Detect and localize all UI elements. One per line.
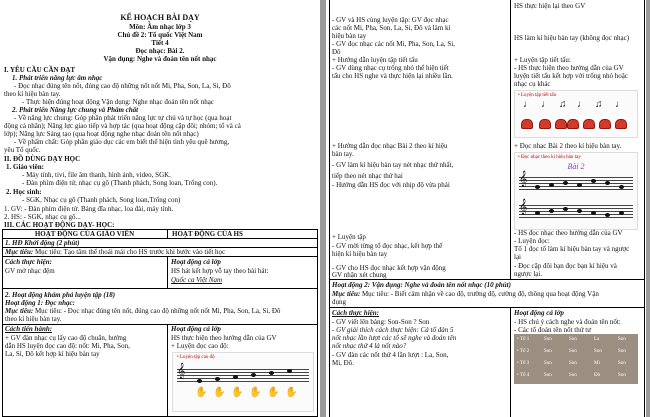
sheet-note-cell: Son (594, 349, 602, 354)
student-activity-label-2: Hoạt động cá lớp (171, 325, 221, 333)
doc-reading: Đọc nhạc: Bài 2. (135, 47, 185, 55)
text-line: Đô (332, 48, 341, 56)
sheet-note-cell: Son (569, 349, 577, 354)
doc-subject: Môn: Âm nhạc lớp 3 (129, 23, 191, 31)
sheet-group-label: • Tổ 2 (517, 349, 530, 354)
text-line: Tổ 1 đọc tổ làm kí hiệu bàn tay và ngược (514, 245, 630, 253)
text-line: - Đọc cặp đôi bạn đọc bạn kí hiệu và (514, 262, 617, 270)
hand-sign-icon: ✋ (213, 387, 226, 398)
document-page-left (0, 0, 320, 417)
hand-sign-icon: ✋ (249, 387, 262, 398)
hand-sign-icon: ✋ (195, 387, 208, 398)
note-icon: ♩ (523, 99, 533, 110)
text-line: - GV đọc nhạc các nốt Mi, Pha, Son, La, Si, (332, 40, 455, 48)
text-line: - GV cho HS đọc nhạc kết hợp vận động (332, 264, 446, 272)
text-line: 2. HS: - SGK, nhạc cụ gõ... (4, 213, 81, 221)
row-practice-goal: Mục tiêu: Mục tiêu: - Đọc nhạc đúng tên nốt, đúng cao độ những nốt nốt Mi, Pha, Son, La, Si, Đô (5, 307, 281, 315)
text-line: dụng (332, 298, 346, 306)
text-line: - GV mời từng tổ đọc nhạc, kết hợp thể (332, 242, 443, 250)
doc-title: KẾ HOẠCH BÀI DẠY (120, 13, 200, 22)
activity-2-heading: Hoạt động 2: Vận dụng: Nghe và đoán tên nốt nhạc (10 phút) (332, 281, 511, 289)
row-practice-sub: Hoạt động 1: Đọc nhạc: (5, 299, 75, 307)
text-line: 1. GV: - Đàn phím điện tử. Bảng đĩa nhạc, loa đài, máy tính. (4, 205, 174, 213)
sheet-note-cell: Đô (594, 373, 601, 378)
song-name: Quốc ca Việt Nam (171, 276, 222, 284)
note-icon: ♫ (559, 99, 567, 110)
text-line: tiếp theo nét nhạc thứ hai (332, 172, 403, 180)
text-line: Mi, Đô. (332, 359, 354, 367)
row-warmup-goal: Mục tiêu: Mục tiêu: Tạo tâm thế thoải mái cho HS trước khi bước vào tiết học (5, 248, 226, 256)
text-line: lớp); Năng lực Sáng tạo (qua hoạt động nghe nhạc đoán tên nốt nhạc) (4, 130, 199, 138)
note-icon: ♩ (615, 99, 625, 110)
sheet-note-cell: Son (569, 337, 577, 342)
text-line: HS thực hiện lại theo GV (514, 2, 586, 10)
text-line: nốt nhạc lần lượt các tổ sẽ nghe và đoán tên (332, 334, 457, 342)
text-line: - Các tổ đoán tên nốt thứ tư (514, 326, 591, 334)
text-line: - GV dùng nhạc cụ trống nhỏ thể hiện tiết (332, 64, 449, 72)
text-line: dẫn HS luyện đọc cao độ: nốt: Mi, Pha, Son, (5, 342, 130, 350)
text-line: + GV đàn nhạc cụ lấy cao độ chuẩn, hướng (5, 334, 127, 342)
text-line: lại (514, 253, 521, 261)
text-line: + Hướng dẫn luyện tập tiết tấu (332, 56, 418, 64)
sheet-note-cell: Son (544, 337, 552, 342)
row-warmup-heading: 1. HĐ Khởi động (2 phút) (5, 239, 80, 247)
text-line: GV mở nhạc đệm (5, 267, 55, 275)
text-line: bàn tay. (332, 150, 354, 158)
text-line: các nốt Mi, Pha, Son, La, Si, Đô và làm kí (332, 24, 451, 32)
sheet-note-cell: Son (544, 373, 552, 378)
sheet-note-cell: Son (544, 361, 552, 366)
text-line: - GV đàn các nốt thứ 4 lần lượt : La, Son, (332, 351, 449, 359)
text-line: - GV làm kí hiệu bàn tay nét nhạc thứ nhất, (332, 161, 454, 169)
text-line: - SGK, Nhạc cụ gõ (Thanh phách, Song loan,Trống con) (22, 196, 181, 204)
text-line: ngược lại. (514, 270, 543, 278)
method-label-2: Cách tiến hành: (5, 325, 53, 333)
rhythm-practice-image (514, 90, 638, 138)
drum-icon (615, 119, 627, 129)
sheet-note-cell: La (594, 337, 600, 342)
sheet-music-image (514, 152, 638, 230)
sheet-note-cell: Son (618, 373, 626, 378)
pitch-practice-image (172, 352, 314, 412)
table-header-teacher: HOẠT ĐỘNG CỦA GIÁO VIÊN (34, 230, 135, 238)
text-line: - Luyện đọc: (514, 237, 550, 245)
text-line: + Đọc nhạc Bài 2 theo kí hiệu bàn tay. (514, 142, 622, 150)
text-line: + Luyện đọc cao độ: (171, 342, 229, 350)
image-caption: • Luyện tập cao độ (177, 355, 215, 360)
text-line: - Đọc nhạc đúng tên nốt, đúng cao độ những nốt nốt Mi, Pha, Son, La, Si, Đô (14, 82, 231, 90)
sheet-note-cell: Son (618, 337, 626, 342)
image-caption: • Luyện tập tiết tấu (518, 93, 557, 98)
student-label: 2. Học sinh: (6, 188, 42, 196)
section-3-heading: III. CÁC HOẠT ĐỘNG DẠY- HỌC: (4, 221, 115, 229)
text-line: - HS thực hiện theo hướng dẫn của GV (514, 64, 624, 72)
text-line: tấu cho HS nghe và thực hiện lại nhiều lần. (332, 72, 453, 80)
text-line: + Hướng dẫn đọc nhạc Bài 2 theo kí hiệu (332, 142, 448, 150)
score-title: Bài 2 (567, 162, 585, 171)
sheet-group-label: • Tổ 3 (517, 361, 530, 366)
method-label-3: Cách thực hiện: (332, 309, 379, 317)
text-line: động cá nhân); Năng lực giao tiếp và hợp tác (qua hoạt động cặp đôi; nhóm; tổ và cả (4, 122, 241, 130)
text-line: hiện kí hiệu bàn tay (332, 250, 388, 258)
sheet-group-label: • Tổ 1 (517, 337, 530, 342)
drum-icon (583, 119, 595, 129)
section-1-heading: I. YÊU CẦU CẦN ĐẠT (4, 66, 76, 74)
text-line: HS làm kí hiệu bàn tay (không đọc nhạc) (514, 34, 630, 42)
text-line: GV nhận xét chung (332, 271, 387, 279)
doc-lesson: Tiết 4 (151, 39, 169, 47)
text-line: nốt nhạc thứ 4 là nốt nào? (332, 342, 407, 350)
section-1-1: 1. Phát triển năng lực âm nhạc (12, 74, 103, 82)
text-line: - Đàn phím điện tử, nhạc cụ gõ (Thanh phách, Song loan, Trống con). (22, 179, 218, 187)
drum-icon (539, 119, 551, 129)
drum-icon (521, 119, 533, 129)
text-line: - GV viết lên bảng: Son-Son ? Son (332, 318, 430, 326)
table-header-student: HOẠT ĐỘNG CỦA HS (172, 230, 243, 238)
note-guess-sheet-image (514, 334, 638, 384)
text-line: - GV và HS cùng luyện tập: GV đọc nhạc (332, 16, 449, 24)
hand-sign-icon: ✋ (285, 387, 298, 398)
text-line: - Về phẩm chất: Góp phần giáo dục các em biết thể hiện tình yêu quê hương, (14, 138, 230, 146)
text-line: + Luyện tập (332, 233, 366, 241)
treble-clef-icon: 𝄞 (519, 200, 528, 215)
text-line: - Thực hiện đúng hoạt động Vận dụng: Nghe nhạc đoán tên nốt nhạc (22, 98, 214, 106)
sheet-note-cell: Son (544, 349, 552, 354)
text-line: - Máy tính, tivi, file âm thanh, hình ảnh, video, SGK. (22, 171, 171, 179)
text-line: - GV giải thích cách thực hiện: Cả tổ đàn 5 (332, 326, 454, 334)
image-caption: • Đọc nhạc theo kí hiệu bàn tay (518, 155, 581, 160)
sheet-note-cell: Son (618, 361, 626, 366)
teacher-label: 1. Giáo viên: (6, 163, 44, 171)
text-line: - Về năng lực chung: Góp phần phát triển năng lực tự chủ và tự học (qua hoạt (14, 114, 232, 122)
sheet-group-label: • Tổ 4 (517, 373, 530, 378)
activity-2-goal: Mục tiêu: Mục tiêu: - Biết cảm nhận về cao độ, trường độ, cường độ, thông qua hoạt động Vận (332, 290, 599, 298)
drum-icon (599, 119, 611, 129)
doc-activity: Vận dụng: Nghe và đoán tên nốt nhạc (103, 55, 217, 63)
doc-topic: Chủ đề 2: Tổ quốc Việt Nam (117, 31, 203, 39)
text-line: nhạc cụ khác (514, 80, 551, 88)
text-line: theo kí hiệu bàn tay. (5, 315, 62, 323)
text-line: hiệu bàn tay (332, 32, 367, 40)
note-icon: ♫ (595, 99, 603, 110)
sheet-note-cell: Mi (594, 361, 600, 366)
treble-clef-icon: 𝄞 (177, 364, 186, 379)
text-line: HS hát kết hợp vỗ tay theo bài hát: (171, 267, 269, 275)
sheet-note-cell: Son (569, 373, 577, 378)
text-line: luyện tiết tấu kết hợp với trống nhỏ hoặc (514, 72, 628, 80)
drum-icon (555, 119, 567, 129)
document-page-right (326, 0, 646, 417)
text-line: La, Si, Đô kết hợp kí hiệu bàn tay (5, 350, 100, 358)
section-2-heading: II. ĐỒ DÙNG DẠY HỌC (4, 155, 81, 163)
text-line: - HS đọc nhạc theo hướng dẫn của GV (514, 229, 623, 237)
text-line: - Hướng dẫn HS đọc với nhịp độ vừa phải (332, 181, 450, 189)
sheet-note-cell: Son (569, 361, 577, 366)
text-line: theo kí hiệu bàn tay. (4, 90, 61, 98)
student-activity-label: Hoạt động cá lớp (171, 258, 221, 266)
method-label: Cách thực hiện: (5, 258, 52, 266)
sheet-note-cell: Son (618, 349, 626, 354)
hand-sign-icon: ✋ (231, 387, 244, 398)
hand-sign-icon: ✋ (267, 387, 280, 398)
note-icon: ♩ (577, 99, 587, 110)
student-activity-label-3: Hoạt động cá lớp (514, 309, 564, 317)
treble-clef-icon: 𝄞 (519, 172, 528, 187)
row-practice-heading: 2. Hoạt động khám phá luyện tập (18) (5, 291, 116, 299)
text-line: - HS chú ý cách nghe và đoán tên nốt: (514, 318, 621, 326)
text-line: HS thực hiện theo hướng dẫn của GV (171, 334, 277, 342)
section-1-2: 2. Phát triển Năng lực chung và Phẩm chất (12, 106, 139, 114)
note-icon: ♩ (541, 99, 551, 110)
text-line: yêu Tổ quốc. (4, 146, 41, 154)
drum-icon (567, 119, 579, 129)
text-line: + Luyện tập tiết tấu: (514, 56, 571, 64)
